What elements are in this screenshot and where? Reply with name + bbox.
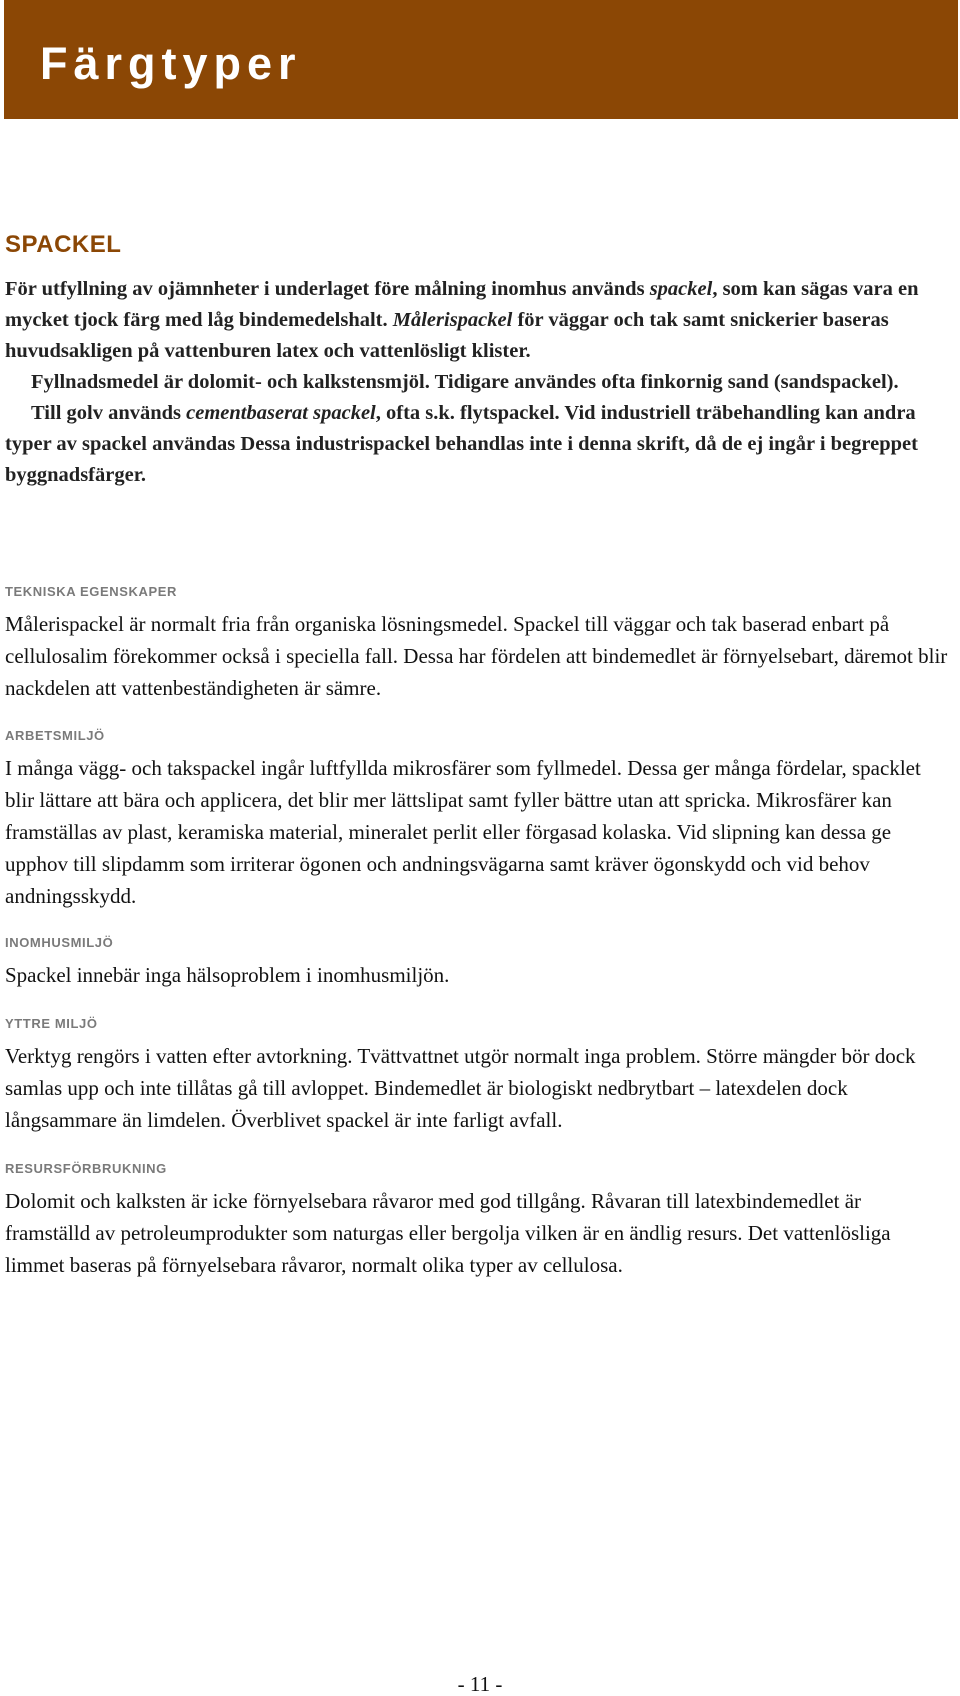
term-spackel: spackel — [649, 278, 713, 300]
subheading-tekniska-egenskaper: TEKNISKA EGENSKAPER — [5, 584, 177, 599]
subheading-resursforbrukning: RESURSFÖRBRUKNING — [5, 1161, 167, 1176]
paragraph-tekniska-egenskaper: Målerispackel är normalt fria från organiska lösningsmedel. Spackel till väggar och tak baserad enbart på cellulosalim förekommer också i speciella fall. Dessa har fördelen att bindemedlet är förnyelsebart, däremot blir nackdelen att vattenbeständigheten är sämre. — [5, 612, 948, 700]
paragraph-arbetsmiljo: I många vägg- och takspackel ingår luftfyllda mikrosfärer som fyllmedel. Dessa ger många fördelar, spacklet blir lättare att bära och applicera, det blir mer lättslipat samt fyller bättre utan att spricka. Mikrosfärer kan framställas av plast, keramiska material, mineralet perlit eller förgasad kolaska. Vid slipning kan dessa ge upphov till slipdamm som irriterar ögonen och andningsvägarna samt kräver ögonskydd och vid behov andningsskydd. — [5, 756, 921, 908]
page-number: - 11 - — [457, 1672, 503, 1696]
intro-paragraph-2: Fyllnadsmedel är dolomit- och kalkstensmjöl. Tidigare användes ofta finkornig sand (sandspackel). — [31, 371, 899, 393]
title-banner — [4, 0, 958, 119]
term-malerispackel: Målerispackel — [392, 309, 513, 331]
paragraph-inomhusmiljo: Spackel innebär inga hälsoproblem i inomhusmiljön. — [5, 963, 450, 987]
subheading-inomhusmiljo: INOMHUSMILJÖ — [5, 935, 114, 950]
paragraph-resursforbrukning: Dolomit och kalksten är icke förnyelsebara råvaror med god tillgång. Råvaran till latexbindemedlet är framställd av petroleumprodukter som naturgas eller bergolja vilken är en ändlig resurs. Det vattenlösliga limmet baseras på förnyelsebara råvaror, normalt olika typer av cellulosa. — [5, 1189, 891, 1277]
page-title: Färgtyper — [40, 38, 302, 89]
paragraph-yttre-miljo: Verktyg rengörs i vatten efter avtorkning. Tvättvattnet utgör normalt inga problem. Större mängder bör dock samlas upp och inte tillåtas gå till avloppet. Bindemedlet är biologiskt nedbrytbart – latexdelen dock långsammare än limdelen. Överblivet spackel är inte farligt avfall. — [5, 1044, 916, 1132]
intro-text — [5, 274, 950, 491]
term-cementbaserat-spackel: cementbaserat spackel — [186, 402, 376, 424]
intro-paragraph-1: För utfyllning av ojämnheter i underlaget före målning inomhus används spackel, som kan sägas vara en mycket tjock färg med låg bindemedelshalt. Målerispackel för väggar och tak samt snickerier baseras huvudsakligen på vattenburen latex och vattenlösligt klister. — [5, 278, 919, 362]
section-title: SPACKEL — [5, 231, 122, 258]
subheading-arbetsmiljo: ARBETSMILJÖ — [5, 728, 105, 743]
intro-paragraph-3: Till golv används cementbaserat spackel, ofta s.k. flytspackel. Vid industriell träbehandling kan andra typer av spackel användas Dessa industrispackel behandlas inte i denna skrift, då de ej ingår i begreppet byggnadsfärger. — [5, 402, 918, 486]
subheading-yttre-miljo: YTTRE MILJÖ — [5, 1016, 98, 1031]
